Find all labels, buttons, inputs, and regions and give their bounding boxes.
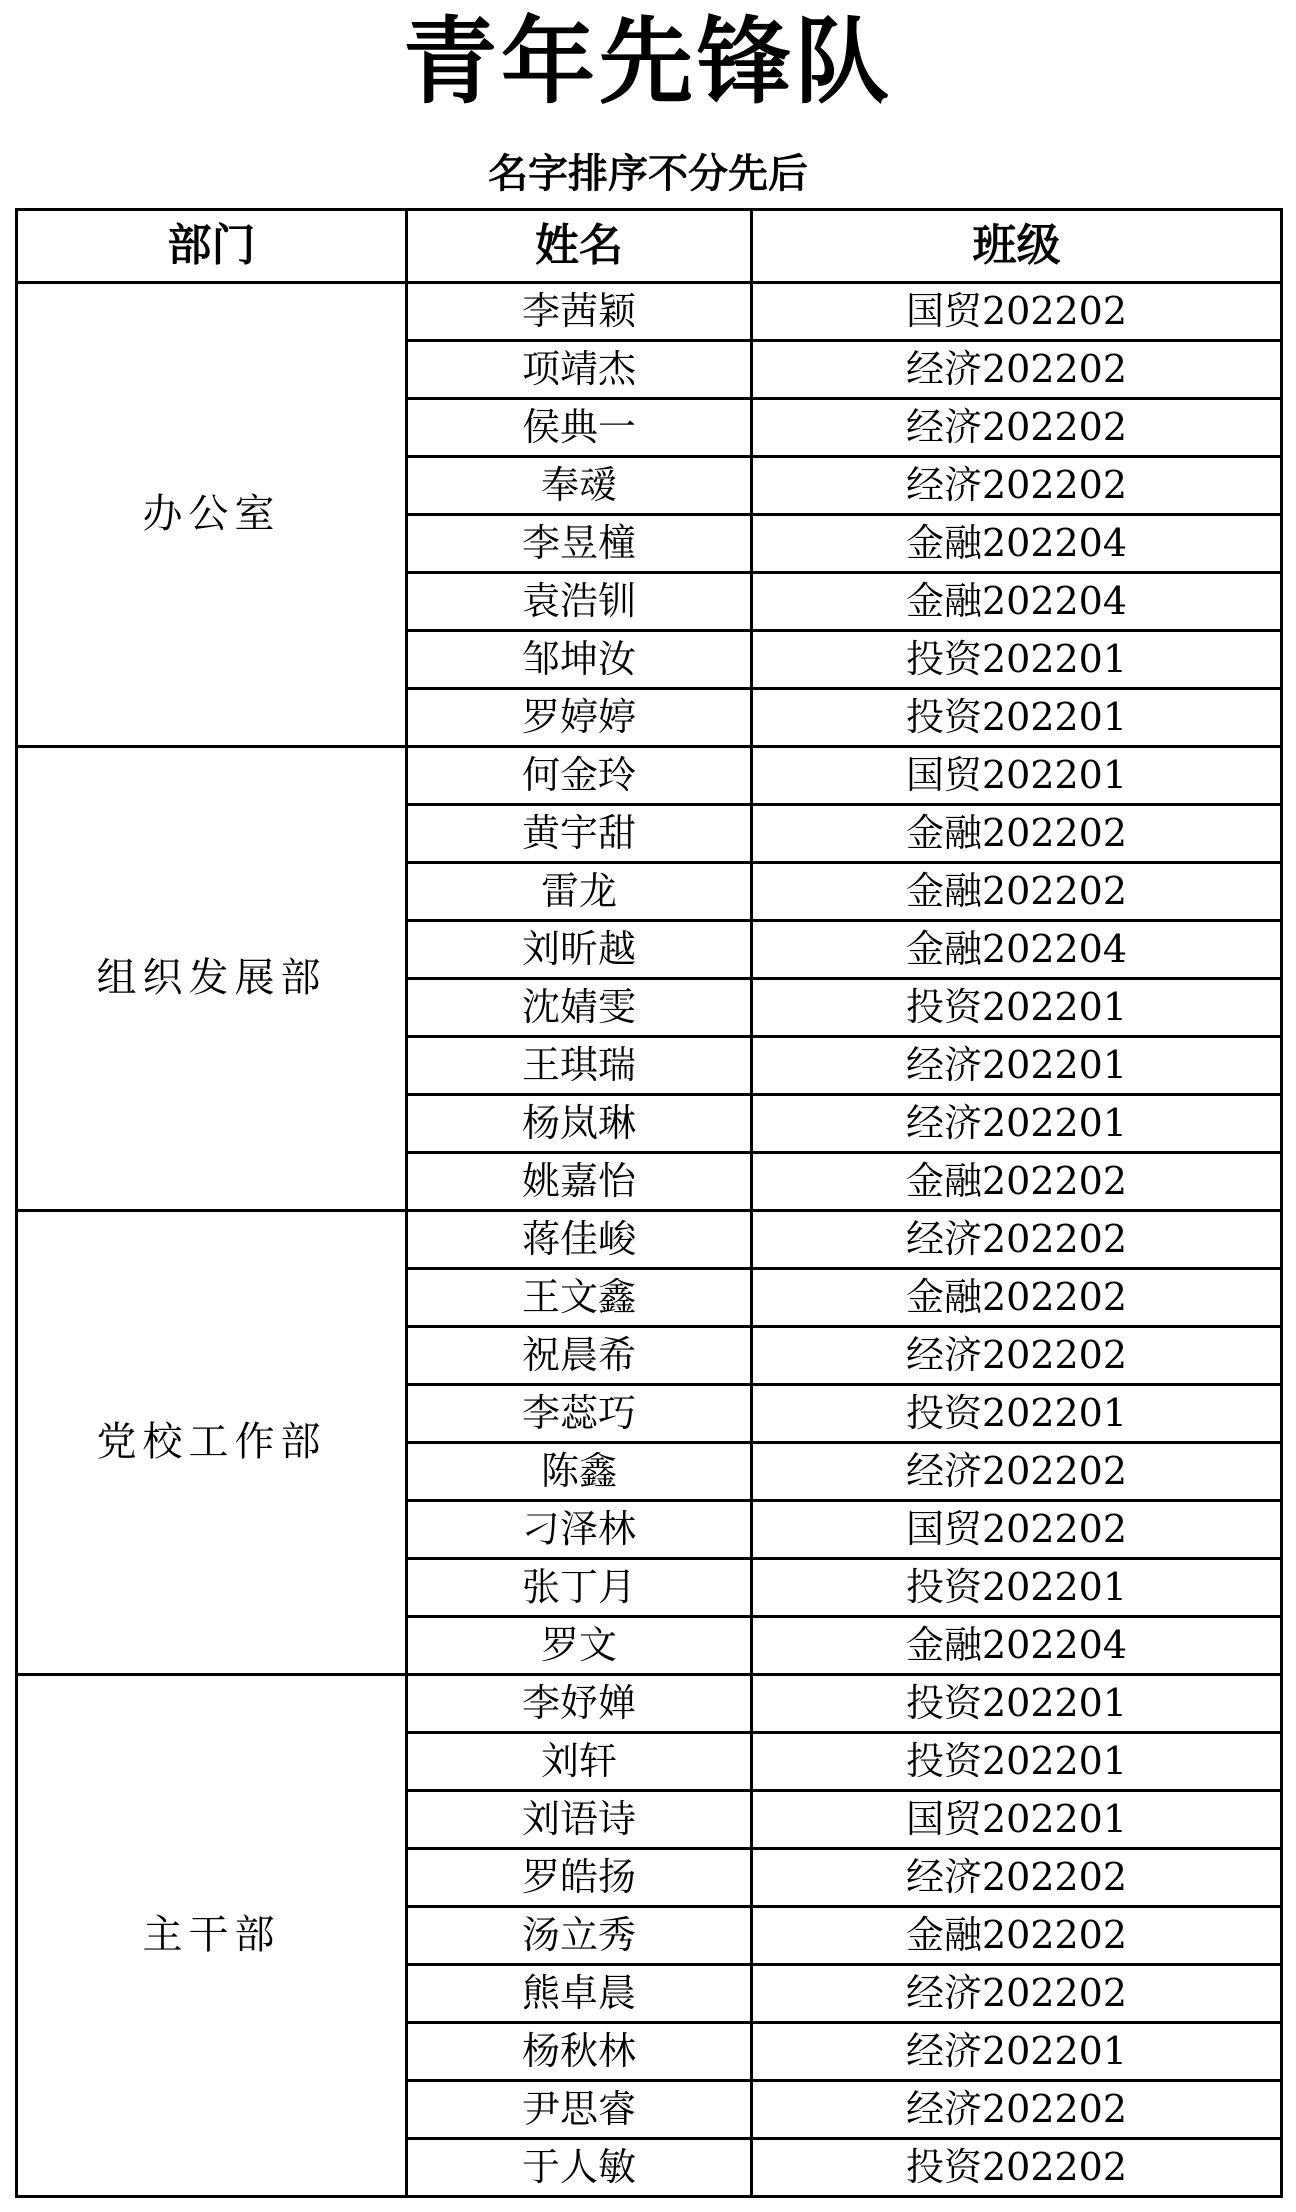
member-name-cell: 沈婧雯 [407,979,752,1037]
member-name-cell: 刁泽林 [407,1501,752,1559]
member-name-cell: 刘语诗 [407,1791,752,1849]
member-class-cell: 金融202204 [752,921,1282,979]
department-cell: 组织发展部 [17,747,407,1211]
member-class-cell: 经济202202 [752,1327,1282,1385]
member-name-cell: 姚嘉怡 [407,1153,752,1211]
member-name-cell: 李昱橦 [407,515,752,573]
table-row [17,1675,1282,1733]
member-class-cell: 国贸202201 [752,1791,1282,1849]
column-header-department: 部门 [17,210,407,283]
member-class-cell: 金融202202 [752,863,1282,921]
member-class-cell: 经济202202 [752,1443,1282,1501]
page-subtitle: 名字排序不分先后 [488,151,808,197]
member-class-cell: 金融202204 [752,573,1282,631]
member-name-cell: 刘昕越 [407,921,752,979]
member-name-cell: 罗文 [407,1617,752,1675]
member-name-cell: 杨岚琳 [407,1095,752,1153]
member-name-cell: 汤立秀 [407,1907,752,1965]
member-name-cell: 蒋佳峻 [407,1211,752,1269]
member-class-cell: 投资202201 [752,1385,1282,1443]
roster-table [15,208,1283,2198]
member-name-cell: 侯典一 [407,399,752,457]
department-cell: 办公室 [17,283,407,747]
member-class-cell: 经济202201 [752,1037,1282,1095]
column-header-class: 班级 [752,210,1282,283]
page-title: 青年先锋队 [402,8,893,117]
member-class-cell: 经济202201 [752,2023,1282,2081]
member-name-cell: 陈鑫 [407,1443,752,1501]
member-class-cell: 投资202201 [752,1733,1282,1791]
member-name-cell: 张丁月 [407,1559,752,1617]
member-class-cell: 金融202202 [752,1269,1282,1327]
member-class-cell: 金融202202 [752,1153,1282,1211]
member-name-cell: 邹坤汝 [407,631,752,689]
member-class-cell: 经济202202 [752,2081,1282,2139]
table-row [17,1211,1282,1269]
member-class-cell: 投资202201 [752,631,1282,689]
table-header-row [17,210,1282,283]
member-name-cell: 罗婷婷 [407,689,752,747]
member-name-cell: 祝晨希 [407,1327,752,1385]
member-name-cell: 奉叆 [407,457,752,515]
member-class-cell: 投资202202 [752,2139,1282,2197]
member-class-cell: 金融202202 [752,1907,1282,1965]
member-name-cell: 项靖杰 [407,341,752,399]
member-name-cell: 于人敏 [407,2139,752,2197]
table-row [17,283,1282,341]
member-name-cell: 王文鑫 [407,1269,752,1327]
member-class-cell: 投资202201 [752,689,1282,747]
member-class-cell: 投资202201 [752,1559,1282,1617]
member-class-cell: 经济202202 [752,341,1282,399]
member-class-cell: 经济202201 [752,1095,1282,1153]
member-name-cell: 何金玲 [407,747,752,805]
member-name-cell: 李蕊巧 [407,1385,752,1443]
member-class-cell: 经济202202 [752,1965,1282,2023]
member-class-cell: 国贸202202 [752,1501,1282,1559]
member-class-cell: 国贸202201 [752,747,1282,805]
member-name-cell: 李妤婵 [407,1675,752,1733]
member-name-cell: 熊卓晨 [407,1965,752,2023]
member-name-cell: 王琪瑞 [407,1037,752,1095]
member-class-cell: 投资202201 [752,979,1282,1037]
member-name-cell: 刘轩 [407,1733,752,1791]
member-name-cell: 尹思睿 [407,2081,752,2139]
member-class-cell: 金融202204 [752,515,1282,573]
member-name-cell: 罗皓扬 [407,1849,752,1907]
table-row [17,747,1282,805]
member-class-cell: 经济202202 [752,457,1282,515]
member-class-cell: 经济202202 [752,399,1282,457]
member-name-cell: 袁浩钏 [407,573,752,631]
member-name-cell: 雷龙 [407,863,752,921]
member-class-cell: 投资202201 [752,1675,1282,1733]
member-class-cell: 金融202202 [752,805,1282,863]
member-class-cell: 国贸202202 [752,283,1282,341]
roster-body [17,283,1282,2197]
column-header-name: 姓名 [407,210,752,283]
member-class-cell: 金融202204 [752,1617,1282,1675]
member-name-cell: 黄宇甜 [407,805,752,863]
member-class-cell: 经济202202 [752,1849,1282,1907]
department-cell: 主干部 [17,1675,407,2197]
member-name-cell: 李茜颖 [407,283,752,341]
member-class-cell: 经济202202 [752,1211,1282,1269]
member-name-cell: 杨秋林 [407,2023,752,2081]
department-cell: 党校工作部 [17,1211,407,1675]
